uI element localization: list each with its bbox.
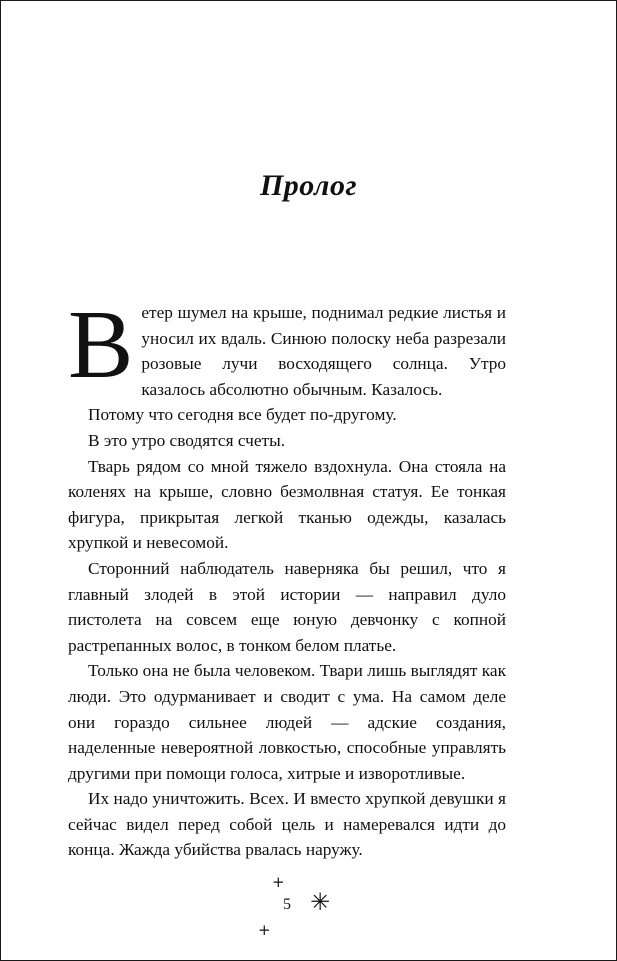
paragraph-4: Тварь рядом со мной тяжело вздохнула. Она стояла на коленях на крыше, словно безмолвная статуя. Ее тонкая фигура, прикрытая легкой тканью одежды, казалась хрупкой и невесомой.: [68, 456, 506, 553]
paragraph-2: Потому что сегодня все будет по-другому.: [88, 405, 397, 425]
paragraph-text: етер шумел на крыше, поднимал редкие листья и уносил их вдаль. Синюю полоску неба разрезали розовые лучи восходящего солнца. Утро казалось абсолютно обычным. Казалось.: [141, 303, 506, 399]
plus-ornament-icon: +: [258, 921, 271, 939]
paragraph-7: Их надо уничтожить. Всех. И вместо хрупкой девушки я сейчас видел перед собой цель и намеревался идти до конца. Жажда убийства рвалась наружу.: [68, 789, 506, 860]
body-text: [68, 291, 506, 863]
plus-ornament-icon: +: [272, 873, 285, 891]
paragraph-3: В это утро сводятся счеты.: [88, 430, 286, 450]
chapter-title: Пролог: [259, 169, 358, 202]
page-number: 5: [283, 896, 291, 913]
paragraph-6: Только она не была человеком. Твари лишь выглядят как люди. Это одурманивает и сводит с ума. На самом деле они гораздо сильнее людей — адские создания, наделенные невероятной ловкостью, способные управлять другими при помощи голоса, хитрые и изворотливые.: [68, 661, 506, 783]
paragraph-1: [68, 291, 506, 402]
paragraph-5: Сторонний наблюдатель наверняка бы решил, что я главный злодей в этой истории — направил дуло пистолета на совсем еще юную девчонку с копной растрепанных волос, в тонком белом платье.: [68, 558, 506, 655]
drop-cap: В: [68, 291, 134, 399]
star-ornament-icon: ✳: [310, 888, 331, 916]
